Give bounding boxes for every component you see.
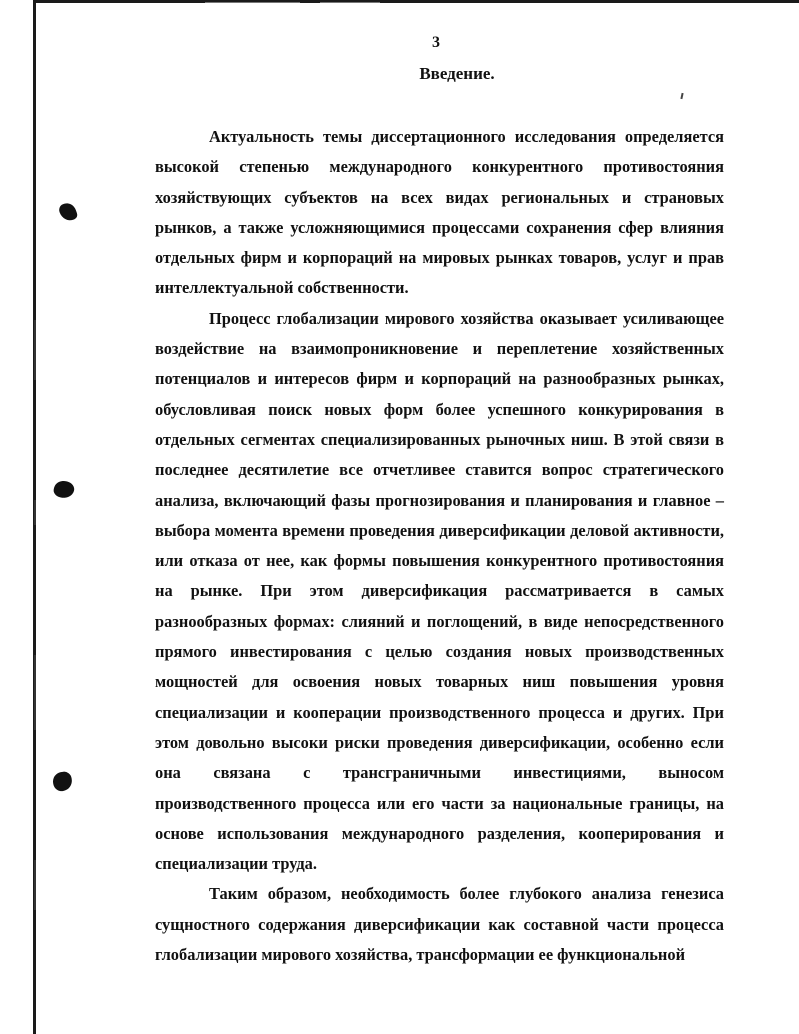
scan-artifact (320, 2, 380, 3)
scan-artifact (205, 2, 300, 3)
margin-mark (34, 860, 36, 910)
paragraph-conclusion (155, 879, 724, 970)
scan-edge-top (33, 0, 799, 3)
margin-mark (34, 500, 36, 525)
body-text (155, 122, 724, 970)
ink-blot (52, 479, 76, 501)
paragraph-text: темы диссертационного исследования определяется высокой степенью международного конкурентного противостояния хозяйствующих субъектов на всех видах региональных и страновых рынков, а также усложняющимися процессами сохранения сфер влияния отдельных фирм и корпораций на мировых рынках товаров, услуг и прав интеллектуальной собственности. (155, 127, 724, 298)
section-title: Введение. (419, 64, 495, 83)
margin-mark (34, 655, 36, 730)
ink-blot (57, 201, 78, 223)
scan-speck (680, 93, 683, 99)
ink-blot (51, 770, 73, 792)
paragraph-lead: Актуальность (209, 127, 314, 146)
margin-mark (34, 320, 36, 380)
paragraph-globalization (155, 304, 724, 880)
paragraph-text: Процесс глобализации мирового хозяйства оказывает усиливающее воздействие на взаимопроникновение и переплетение хозяйственных потенциалов и интересов фирм и корпораций на разнообразных рынках, обусловливая поиск новых форм более успешного конкурирования в отдельных сегментах специализированных рыночных ниш. В этой связи в последнее десятилетие все отчетливее ставится вопрос стратегического анализа, включающий фазы прогнозирования и планирования и главное – выбора момента времени проведения диверсификации деловой активности, или отказа от нее, как формы повышения конкурентного противостояния на рынке. При этом диверсификация рассматривается в самых разнообразных формах: слияний и поглощений, в виде непосредственного прямого инвестирования с целью создания новых производственных мощностей для освоения новых товарных ниш повышения уровня специализации и кооперации производственного процесса и других. При этом довольно высоки риски проведения диверсификации, особенно если она связана с трансграничными инвестициями, выносом производственного процесса или его части за национальные границы, на основе использования международного разделения, кооперирования и специализации труда. (155, 308, 724, 874)
page-number: 3 (432, 34, 440, 51)
paragraph-text: Таким образом, необходимость более глубокого анализа генезиса сущностного содержания диверсификации как составной части процесса глобализации мирового хозяйства, трансформации ее функциональной (155, 884, 724, 965)
paragraph-relevance (155, 122, 724, 304)
